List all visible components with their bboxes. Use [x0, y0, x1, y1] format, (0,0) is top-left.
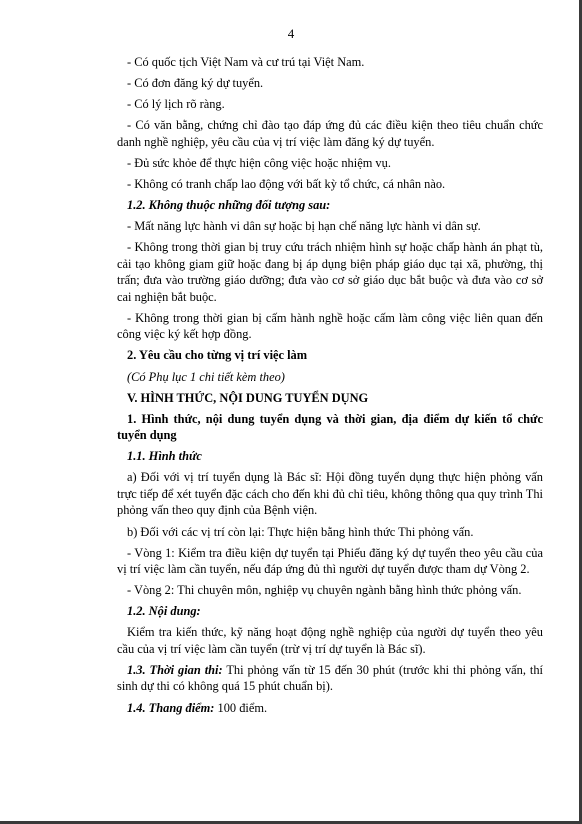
exclusion-item: - Không trong thời gian bị cấm hành nghề hoặc cấm làm công việc liên quan đến công việc ký kết hợp đồng. — [117, 310, 543, 342]
section-v1-heading: 1. Hình thức, nội dung tuyển dụng và thời gian, địa điểm dự kiến tổ chức tuyển dụng — [117, 411, 543, 443]
scale-label: 1.4. Thang điểm: — [127, 700, 215, 715]
section-2-heading: 2. Yêu cầu cho từng vị trí việc làm — [127, 348, 308, 363]
requirement-item: - Có đơn đăng ký dự tuyển. — [127, 76, 264, 91]
page-number: 4 — [287, 26, 295, 41]
form-b-paragraph: b) Đối với các vị trí còn lại: Thực hiện bằng hình thức Thi phỏng vấn. — [127, 524, 474, 539]
round-2-paragraph: - Vòng 2: Thi chuyên môn, nghiệp vụ chuyên ngành bằng hình thức phỏng vấn. — [127, 583, 522, 598]
exam-time-label: 1.3. Thời gian thi: — [127, 662, 223, 677]
scale-paragraph — [117, 700, 543, 717]
scale-text: 100 điểm. — [214, 700, 268, 715]
section-1-2-heading: 1.2. Không thuộc những đối tượng sau: — [127, 198, 331, 213]
document-body — [117, 54, 543, 721]
section-2-note: (Có Phụ lục 1 chi tiết kèm theo) — [127, 369, 285, 384]
form-a-paragraph: a) Đối với vị trí tuyển dụng là Bác sĩ: Hội đồng tuyển dụng thực hiện phỏng vấn trực tiếp để xét tuyển đặc cách cho đến khi đủ chỉ tiêu, không thông qua quy trình Thi phỏng vấn theo quy định của Bệnh viện. — [117, 470, 543, 518]
requirement-item: - Không có tranh chấp lao động với bất kỳ tổ chức, cá nhân nào. — [127, 176, 446, 191]
section-v12-heading: 1.2. Nội dung: — [127, 604, 201, 619]
requirement-item: - Có văn bằng, chứng chỉ đào tạo đáp ứng đủ các điều kiện theo tiêu chuẩn chức danh nghề nghiệp, yêu cầu của vị trí việc làm đăng ký dự tuyển. — [117, 118, 543, 149]
exclusion-item: - Mất năng lực hành vi dân sự hoặc bị hạn chế năng lực hành vi dân sự. — [127, 219, 481, 234]
requirement-item: - Đủ sức khỏe để thực hiện công việc hoặc nhiệm vụ. — [127, 155, 391, 170]
requirement-item: - Có quốc tịch Việt Nam và cư trú tại Việt Nam. — [127, 55, 365, 69]
round-1-paragraph: - Vòng 1: Kiểm tra điều kiện dự tuyển tại Phiếu đăng ký dự tuyển theo yêu cầu của vị trí việc làm cần tuyển, nếu đáp ứng đủ thì người dự tuyển được tham dự Vòng 2. — [117, 545, 543, 577]
exam-time-paragraph — [117, 662, 543, 695]
exclusion-item: - Không trong thời gian bị truy cứu trách nhiệm hình sự hoặc chấp hành án phạt tù, cải tạo không giam giữ hoặc đang bị áp dụng biện pháp giáo dục tại xã, phường, thị trấn; đưa vào trường giáo dưỡng; đưa vào cơ sở giáo dục bắt buộc và đưa vào cơ sở cai nghiện bắt buộc. — [117, 240, 543, 304]
content-paragraph: Kiểm tra kiến thức, kỹ năng hoạt động nghề nghiệp của người dự tuyển theo yêu cầu của vị trí việc làm cần tuyển (trừ vị trí dự tuyển là Bác sĩ). — [117, 625, 543, 656]
section-v11-heading: 1.1. Hình thức — [127, 449, 202, 464]
requirement-item: - Có lý lịch rõ ràng. — [127, 97, 225, 112]
section-v-heading: V. HÌNH THỨC, NỘI DUNG TUYỂN DỤNG — [127, 390, 369, 405]
exam-time-text: Thi phỏng vấn từ 15 đến 30 phút (trước khi thi phỏng vấn, thí sinh dự thi có không quá 15 phút chuẩn bị). — [117, 662, 543, 694]
